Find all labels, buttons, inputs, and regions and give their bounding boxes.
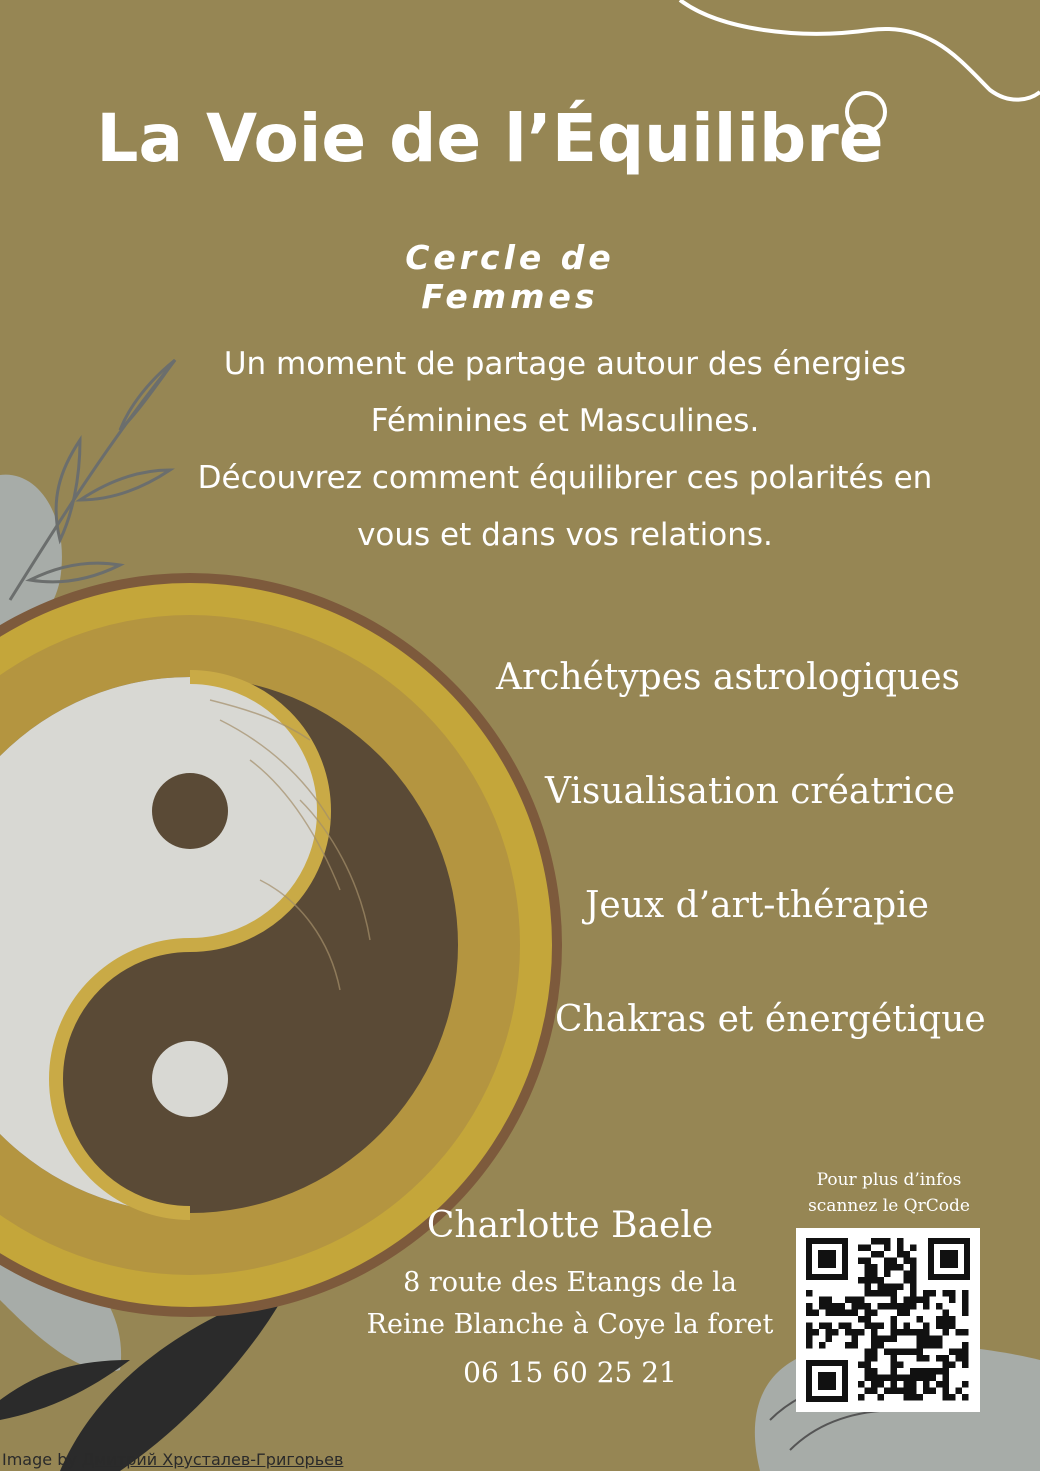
intro-text xyxy=(160,336,970,564)
topic-chakras: Chakras et énergétique xyxy=(555,999,986,1040)
qr-caption-line: scannez le QrCode xyxy=(808,1196,970,1216)
contact-block xyxy=(330,1205,810,1389)
topic-visualization: Visualisation créatrice xyxy=(545,771,956,812)
qr-caption xyxy=(786,1167,992,1219)
page-title: La Voie de l’Équilibre xyxy=(96,100,884,177)
qr-caption-line: Pour plus d’infos xyxy=(816,1170,962,1190)
intro-line: vous et dans vos relations. xyxy=(357,517,773,553)
topic-astrology: Archétypes astrologiques xyxy=(496,657,960,698)
address-line: Reine Blanche à Coye la foret xyxy=(366,1309,774,1340)
phone-number[interactable]: 06 15 60 25 21 xyxy=(463,1356,677,1389)
page-subtitle: Cercle de Femmes xyxy=(405,238,615,316)
credit-prefix: Image by xyxy=(2,1450,77,1469)
intro-line: Découvrez comment équilibrer ces polarités en xyxy=(197,460,933,496)
topic-art-therapy: Jeux d’art-thérapie xyxy=(585,885,929,926)
qr-code-icon[interactable] xyxy=(796,1228,980,1412)
swirl-decoration xyxy=(680,0,1040,100)
image-credit xyxy=(2,1450,343,1469)
intro-line: Un moment de partage autour des énergies xyxy=(223,346,907,382)
host-name: Charlotte Baele xyxy=(426,1205,714,1246)
address-line: 8 route des Etangs de la xyxy=(403,1267,737,1298)
credit-author-link[interactable]: Дмитрий Хрусталев-Григорьев xyxy=(81,1450,344,1469)
intro-line: Féminines et Masculines. xyxy=(370,403,760,439)
